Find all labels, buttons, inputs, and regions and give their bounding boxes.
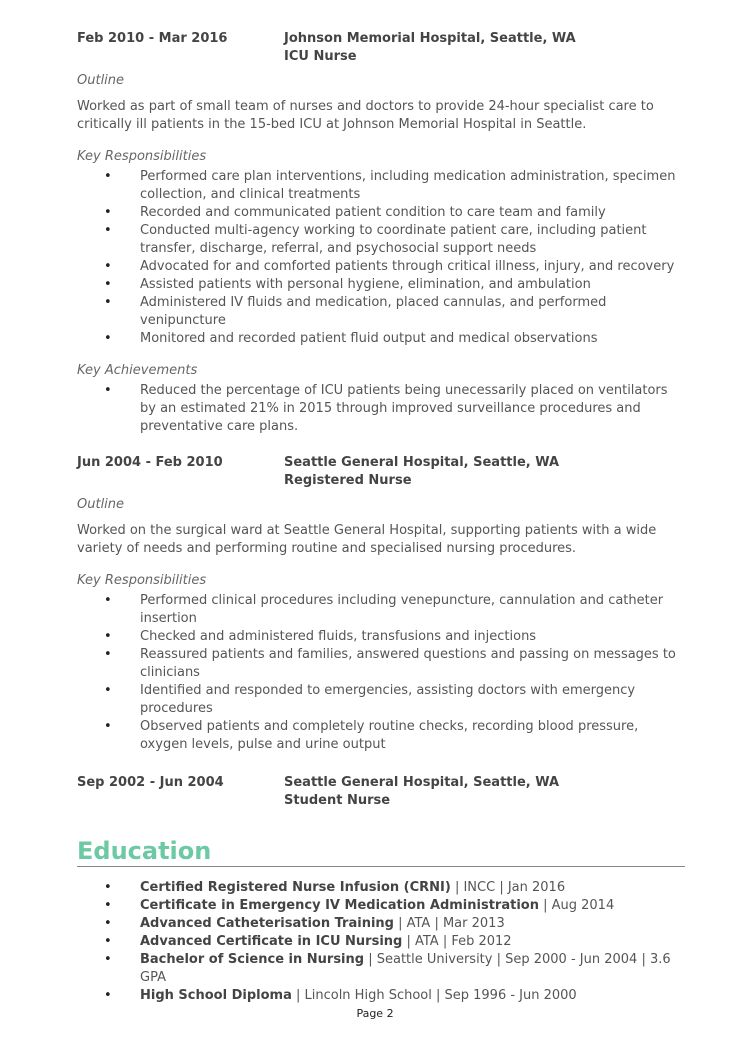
- list-item: • Conducted multi-agency working to coordinate patient care, including patient transfer, discharge, referral, and psychosocial support needs: [77, 222, 677, 258]
- education-detail: | ATA | Mar 2013: [393, 916, 505, 931]
- list-item: • Checked and administered fluids, transfusions and injections: [77, 628, 677, 646]
- list-item: [77, 897, 677, 915]
- list-item: • Recorded and communicated patient condition to care team and family: [77, 204, 677, 222]
- education-name: High School Diploma: [140, 988, 292, 1003]
- education-list: [77, 879, 677, 1005]
- responsibilities-label: Key Responsibilities: [77, 149, 207, 164]
- outline-text: Worked as part of small team of nurses and doctors to provide 24-hour specialist care to critically ill patients in the 15-bed ICU at Johnson Memorial Hospital in Seattle.: [77, 99, 654, 132]
- job-employer: Seattle General Hospital, Seattle, WA: [284, 775, 560, 790]
- job-entry: [77, 774, 677, 810]
- job-header: [77, 454, 677, 490]
- job-role: Student Nurse: [284, 793, 391, 808]
- list-item: [77, 879, 677, 897]
- education-name: Certificate in Emergency IV Medication Administration: [140, 898, 539, 913]
- outline-label: Outline: [77, 73, 125, 88]
- outline-label: Outline: [77, 497, 125, 512]
- responsibilities-list: [77, 592, 677, 754]
- education-detail: | Lincoln High School | Sep 1996 - Jun 2000: [291, 988, 577, 1003]
- resume-page: [77, 30, 677, 1005]
- list-item: [77, 915, 677, 933]
- page-number: Page 2: [356, 1007, 394, 1020]
- education-name: Advanced Certificate in ICU Nursing: [140, 934, 403, 949]
- list-item: • Administered IV fluids and medication, placed cannulas, and performed venipuncture: [77, 294, 677, 330]
- responsibilities-list: [77, 168, 677, 348]
- list-item: • Performed care plan interventions, including medication administration, specimen collection, and clinical treatments: [77, 168, 677, 204]
- job-entry: [77, 454, 677, 754]
- list-item: • Observed patients and completely routine checks, recording blood pressure, oxygen levels, pulse and urine output: [77, 718, 677, 754]
- education-detail: | Seattle University | Sep 2000 - Jun 2004 | 3.6 GPA: [140, 952, 671, 985]
- list-item: [77, 951, 677, 987]
- responsibilities-label: Key Responsibilities: [77, 573, 207, 588]
- job-dates: Sep 2002 - Jun 2004: [77, 775, 224, 790]
- job-employer: Johnson Memorial Hospital, Seattle, WA: [284, 31, 576, 46]
- education-name: Advanced Catheterisation Training: [140, 916, 394, 931]
- job-header: [77, 774, 677, 810]
- job-dates: Jun 2004 - Feb 2010: [77, 455, 223, 470]
- job-employer: Seattle General Hospital, Seattle, WA: [284, 455, 560, 470]
- list-item: • Identified and responded to emergencies, assisting doctors with emergency procedures: [77, 682, 677, 718]
- list-item: [77, 933, 677, 951]
- education-detail: | ATA | Feb 2012: [402, 934, 512, 949]
- job-role: Registered Nurse: [284, 473, 412, 488]
- job-header: [77, 30, 677, 66]
- list-item: [77, 987, 677, 1005]
- education-name: Bachelor of Science in Nursing: [140, 952, 365, 967]
- education-detail: | INCC | Jan 2016: [450, 880, 566, 895]
- achievements-label: Key Achievements: [77, 363, 198, 378]
- job-entry: [77, 30, 677, 436]
- education-name: Certified Registered Nurse Infusion (CRNI): [140, 880, 451, 895]
- list-item: • Reduced the percentage of ICU patients being unecessarily placed on ventilators by an estimated 21% in 2015 through improved surveillance procedures and preventative care plans.: [77, 382, 677, 436]
- list-item: • Monitored and recorded patient fluid output and medical observations: [77, 330, 677, 348]
- list-item: • Performed clinical procedures including venepuncture, cannulation and catheter insertion: [77, 592, 677, 628]
- job-role: ICU Nurse: [284, 49, 357, 64]
- job-dates: Feb 2010 - Mar 2016: [77, 31, 228, 46]
- list-item: • Reassured patients and families, answered questions and passing on messages to clinicians: [77, 646, 677, 682]
- list-item: • Assisted patients with personal hygiene, elimination, and ambulation: [77, 276, 677, 294]
- outline-text: Worked on the surgical ward at Seattle General Hospital, supporting patients with a wide variety of needs and performing routine and specialised nursing procedures.: [77, 523, 657, 556]
- education-detail: | Aug 2014: [538, 898, 615, 913]
- achievements-list: [77, 382, 677, 436]
- education-heading: Education: [77, 836, 685, 867]
- list-item: • Advocated for and comforted patients through critical illness, injury, and recovery: [77, 258, 677, 276]
